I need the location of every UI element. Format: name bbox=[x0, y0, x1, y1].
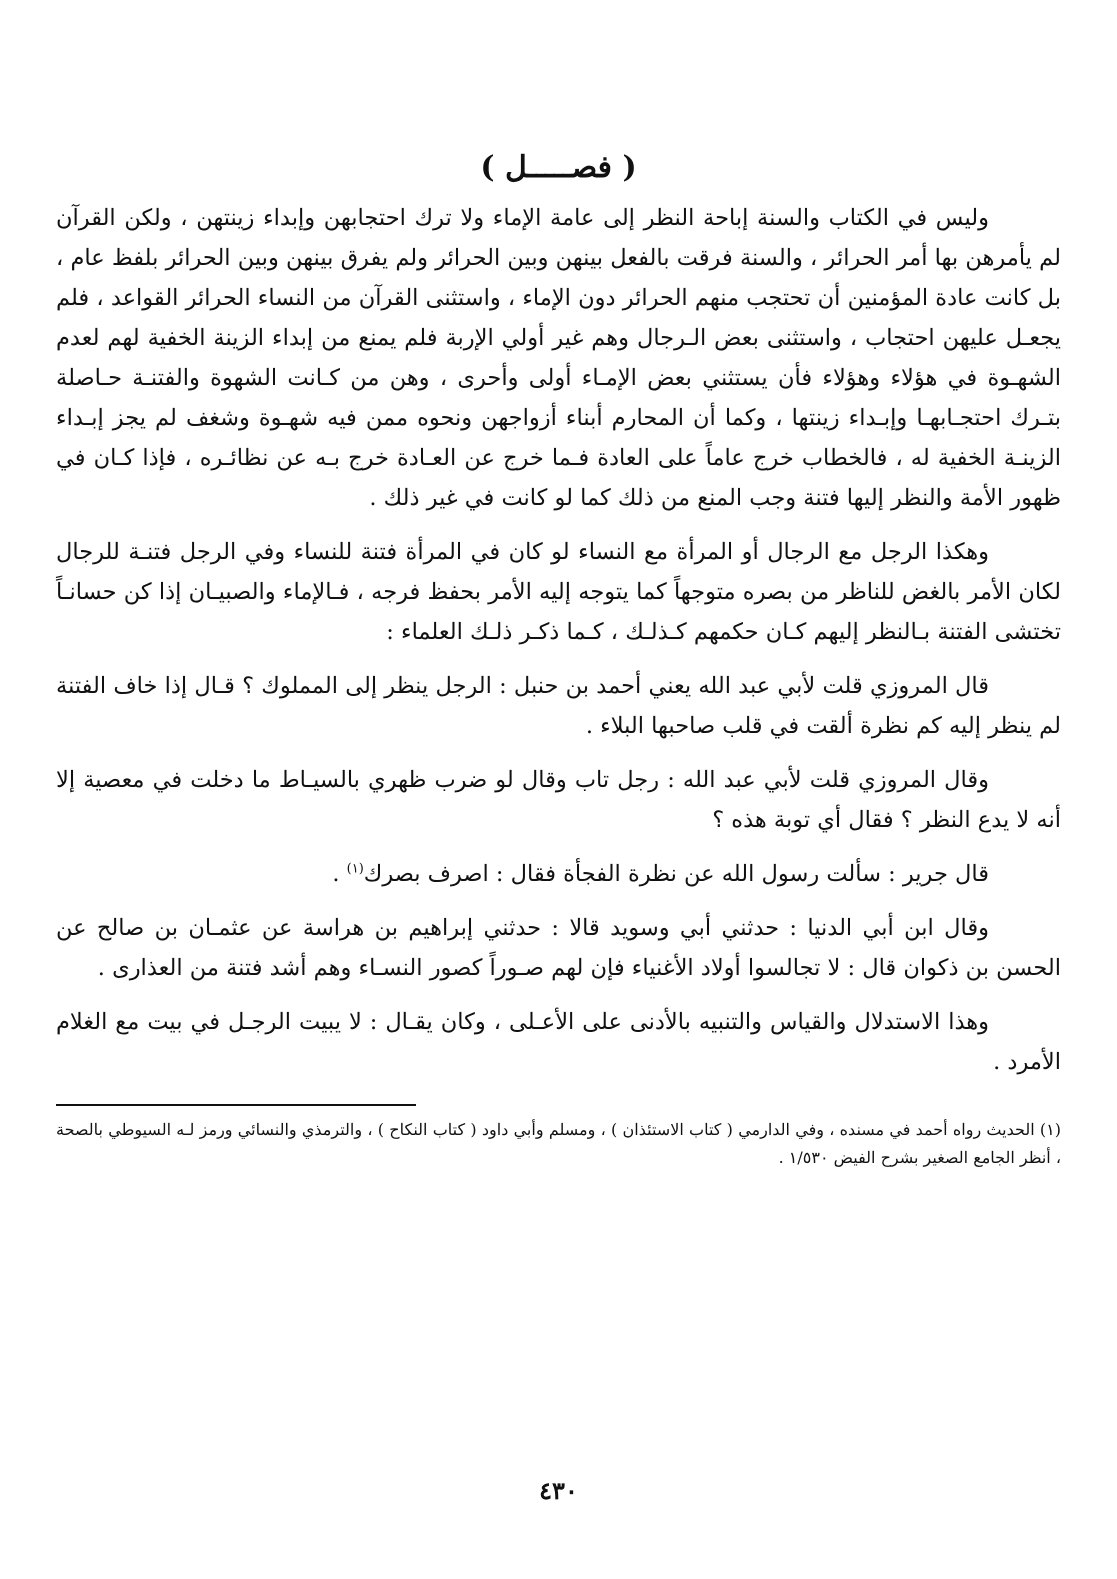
paragraph-4: وقال المروزي قلت لأبي عبد الله : رجل تاب وقال لو ضرب ظهري بالسيـاط ما دخلت في معصية إلا أنه لا يدع النظر ؟ فقال أي توبة هذه ؟ bbox=[56, 767, 1061, 833]
jarir-text: قال جرير : سألت رسول الله عن نظرة الفجأة فقال : اصرف بصرك bbox=[363, 861, 989, 887]
paragraph-7: وهذا الاستدلال والقياس والتنبيه بالأدنى على الأعـلى ، وكان يقـال : لا يبيت الرجـل في بيت مع الغلام الأمرد . bbox=[56, 1009, 1061, 1075]
footnote-marker[interactable]: (١) bbox=[346, 861, 364, 877]
paragraph-2: وهكذا الرجل مع الرجال أو المرأة مع النساء لو كان في المرأة فتنة للنساء وفي الرجل فتنـة للرجال لكان الأمر بالغض للناظر من بصره متوجهاً كما يتوجه إليه الأمر بحفظ فرجه ، فـالإماء والصبيـان إذا كن حسانـاً تختشى الفتنة بـالنظر إليهم كـان حكمهم كـذلـك ، كـما ذكـر ذلـك العلماء : bbox=[56, 539, 1061, 645]
section-title: ( فصـــــل ) bbox=[480, 150, 637, 185]
paragraph-jarir bbox=[56, 854, 1061, 894]
footnote: (١) الحديث رواه أحمد في مسنده ، وفي الدارمي ( كتاب الاستئذان ) ، ومسلم وأبي داود ( كتاب النكاح ) ، والترمذي والنسائي ورمز لـه السيوطي بالصحة ، أنظر الجامع الصغير بشرح الفيض ١/٥٣٠ . bbox=[56, 1120, 1062, 1167]
page-body bbox=[56, 140, 1061, 1172]
paragraph-3: قال المروزي قلت لأبي عبد الله يعني أحمد بن حنبل : الرجل ينظر إلى المملوك ؟ قـال إذا خاف الفتنة لم ينظر إليه كم نظرة ألقت في قلب صاحبها البلاء . bbox=[56, 673, 1061, 739]
footnote-divider bbox=[56, 1104, 416, 1106]
paragraph-1: وليس في الكتاب والسنة إباحة النظر إلى عامة الإماء ولا ترك احتجابهن وإبداء زينتهن ، ولكن القرآن لم يأمرهن بها أمر الحرائر ، والسنة فرقت بالفعل بينهن وبين الحرائر ولم يفرق بينهن وبين الحرائر بلفظ عام ، بل كانت عادة المؤمنين أن تحتجب منهم الحرائر دون الإماء ، واستثنى القرآن من النساء الحرائر القواعد ، فلم يجعـل عليهن احتجاب ، واستثنى بعض الـرجال وهم غير أولي الإربة فلم يمنع من إبداء الزينة الخفية لهم لعدم الشهـوة في هؤلاء وهؤلاء فأن يستثني بعض الإمـاء أولى وأحرى ، وهن من كـانت الشهوة والفتنـة حـاصلة بتـرك احتجـابهـا وإبـداء زينتها ، وكما أن المحارم أبناء أزواجهن ونحوه ممن فيه شهـوة وشغف لم يجز إبـداء الزينـة الخفية له ، فالخطاب خرج عاماً على العادة فـما خرج عن العـادة خرج بـه عن نظائـره ، فإذا كـان في ظهور الأمة والنظر إليها فتنة وجب المنع من ذلك كما لو كانت في غير ذلك . bbox=[56, 205, 1061, 511]
paragraph-6: وقال ابن أبي الدنيا : حدثني أبي وسويد قالا : حدثني إبراهيم بن هراسة عن عثمـان بن صالح عن الحسن بن ذكوان قال : لا تجالسوا أولاد الأغنياء فإن لهم صـوراً كصور النسـاء وهم أشد فتنة من العذارى . bbox=[56, 915, 1061, 981]
page-number: ٤٣٠ bbox=[539, 1476, 578, 1505]
jarir-end: . bbox=[332, 861, 347, 887]
